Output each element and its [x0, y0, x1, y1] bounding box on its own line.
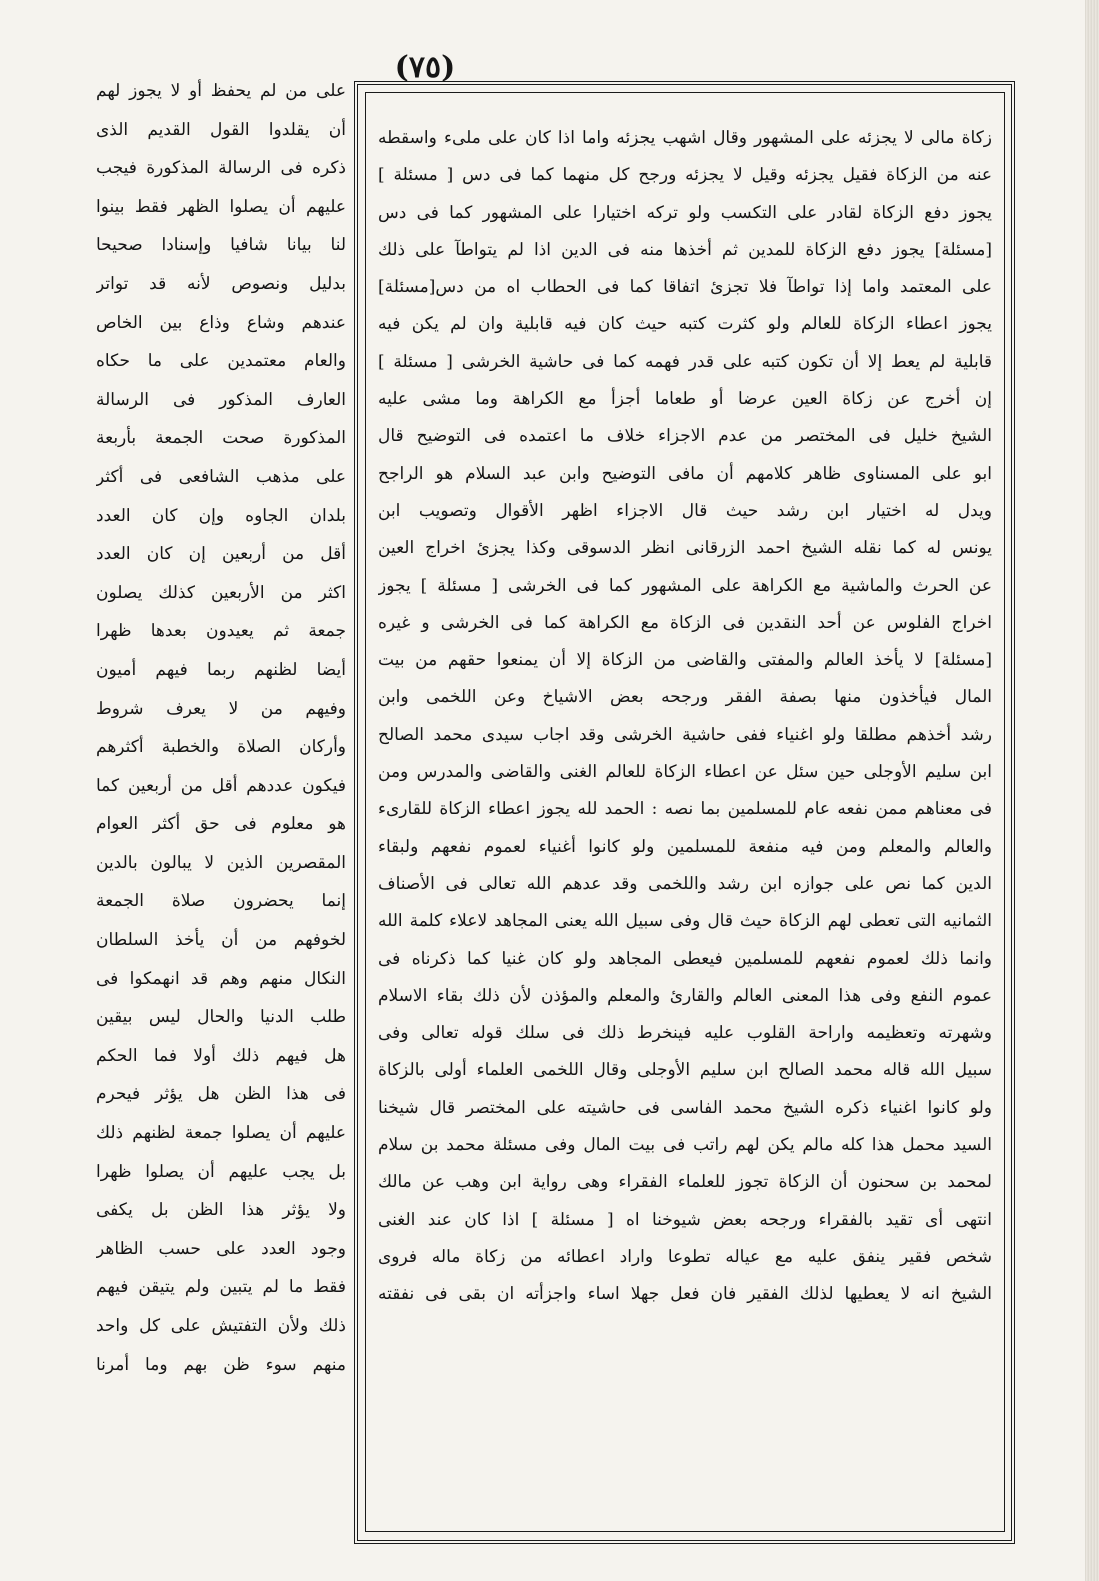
margin-text-line: النكال منهم وهم قد انهمكوا فى [96, 968, 346, 989]
main-text-line: السيد محمل هذا كله مالم يكن لهم راتب فى بيت المال وفى مسئلة محمد بن سلام [378, 1135, 992, 1156]
main-text-line: الشيخ انه لا يعطيها لذلك الفقير فان فعل جهلا اساء واجزأته ان بقى فى نفقته [378, 1284, 992, 1305]
main-text-line: عنه من الزكاة فقيل يجزئه وقيل لا يجزئه ورجح كل منهما كما فى دس [ مسئلة ] [378, 165, 992, 186]
margin-text-line: هو معلوم فى حق أكثر العوام [96, 814, 346, 835]
margin-text-line: وفيهم من لا يعرف شروط [96, 698, 346, 719]
main-text-line: زكاة مالى لا يجزئه على المشهور وقال اشهب يجزئه واما اذا كان على ملىء واسقطه [378, 128, 992, 148]
main-text-line: يجوز دفع الزكاة لقادر على التكسب ولو تركه اختيارا على المشهور كما فى دس [378, 202, 992, 223]
margin-text-line: عليهم أن يصلوا جمعة لظنهم ذلك [96, 1123, 346, 1144]
main-text-line: المال فيأخذون منها بصفة الفقر ورجحه بعض الاشياخ وعن اللخمى وابن [378, 687, 992, 708]
main-text-line: يجوز اعطاء الزكاة للعالم ولو كثرت كتبه حيث كان فيه قابلية وان لم يكن فيه [378, 314, 992, 335]
margin-text-line: على مذهب الشافعى فى أكثر [96, 466, 346, 487]
margin-text-line: فقط ما لم يتبين ولم يتيقن فيهم [96, 1277, 346, 1298]
main-text-line: لمحمد بن سحنون أن الزكاة تجوز للعلماء الفقراء وهى رواية ابن وهب عن مالك [378, 1172, 992, 1193]
main-text-block [378, 120, 992, 1314]
main-text-line: عن الحرث والماشية مع الكراهة على المشهور كما فى الخرشى [ مسئلة ] يجوز [378, 575, 992, 596]
main-text-line: شخص فقير ينفق عليه مع عياله تطوعا واراد اعطائه من زكاة ماله فروى [378, 1246, 992, 1267]
margin-text-line: عليهم أن يصلوا الظهر فقط بينوا [96, 196, 346, 217]
main-text-line: ويدل له اختيار ابن رشد حيث قال الاجزاء اظهر الأقوال وتصويب ابن [378, 500, 992, 521]
margin-text-line: إنما يحضرون صلاة الجمعة [96, 891, 346, 912]
margin-text-line: بدليل ونصوص لأنه قد تواتر [96, 273, 346, 294]
margin-text-line: المذكورة صحت الجمعة بأربعة [96, 428, 346, 449]
main-text-line: الثمانيه التى تعطى لهم الزكاة حيث قال وفى سبيل الله يعنى المجاهد لاعلاء كلمة الله [378, 911, 992, 932]
margin-text-line: على من لم يحفظ أو لا يجوز لهم [96, 81, 346, 101]
main-text-line: ولو كانوا اغنياء ذكره الشيخ محمد الفاسى فى حاشيته على المختصر قال شيخنا [378, 1097, 992, 1118]
page-edge [1085, 0, 1099, 1581]
margin-text-block [96, 72, 346, 1384]
margin-text-line: وجود العدد على حسب الظاهر [96, 1238, 346, 1259]
margin-text-line: اكثر من الأربعين كذلك يصلون [96, 582, 346, 603]
main-text-line: والعالم والمعلم ومن فيه منفعة للمسلمين ولو كانوا أغنياء لعموم نفعهم ولبقاء [378, 836, 992, 857]
margin-text-line: منهم سوء ظن بهم وما أمرنا [96, 1354, 346, 1375]
margin-text-line: ذلك ولأن التفتيش على كل واحد [96, 1316, 346, 1336]
margin-text-line: طلب الدنيا والحال ليس بيقين [96, 1007, 346, 1028]
main-text-line: إن أخرج عن زكاة العين عرضا أو طعاما أجزأ مع الكراهة وما مشى عليه [378, 389, 992, 410]
margin-text-line: فيكون عددهم أقل من أربعين كما [96, 775, 346, 796]
main-text-line: وانما ذلك لعموم نفعهم للمسلمين فيعطى المجاهد ولو كان غنيا كما ذكرناه فى [378, 948, 992, 969]
main-text-line: وشهرته وتعظيمه واراحة القلوب عليه فينخرط ذلك فى سلك قوله تعالى وفى [378, 1023, 992, 1044]
main-text-line: ابو على المسناوى ظاهر كلامهم أن مافى التوضيح وابن عبد السلام هو الراجح [378, 463, 992, 484]
main-text-line: [مسئلة] لا يأخذ العالم والمفتى والقاضى من الزكاة إلا أن يمنعوا حقهم من بيت [378, 650, 992, 671]
margin-text-line: فى هذا الظن هل يؤثر فيحرم [96, 1084, 346, 1105]
margin-text-line: لنا بيانا شافيا وإسنادا صحيحا [96, 235, 346, 256]
main-text-line: عموم النفع وفى هذا المعنى العالم والقارئ والمعلم والمؤذن لأن ذلك بقاء الاسلام [378, 985, 992, 1006]
main-text-line: الدين كما نص على جوازه ابن رشد واللخمى وقد عدهم الله تعالى فى الأصناف [378, 873, 992, 894]
margin-text-line: عندهم وشاع وذاع بين الخاص [96, 312, 346, 333]
main-text-line: رشد أخذهم مطلقا ولو اغنياء ففى حاشية الخرشى وقد اجاب سيدى محمد الصالح [378, 724, 992, 745]
margin-text-line: بلدان الجاوه وإن كان العدد [96, 505, 346, 526]
main-text-line: انتهى أى تقيد بالفقراء ورجحه بعض شيوخنا اه [ مسئلة ] اذا كان عند الغنى [378, 1209, 992, 1230]
margin-text-line: هل فيهم ذلك أولا فما الحكم [96, 1045, 346, 1066]
margin-text-line: وأركان الصلاة والخطبة أكثرهم [96, 737, 346, 758]
main-text-line: [مسئلة] يجوز دفع الزكاة للمدين ثم أخذها منه فى الدين اذا لم يتواطآ على ذلك [378, 239, 992, 260]
margin-text-line: جمعة ثم يعيدون بعدها ظهرا [96, 621, 346, 642]
main-text-line: سبيل الله قاله محمد الصالح ابن سليم الأوجلى وقال اللخمى العلماء أولى بالزكاة [378, 1060, 992, 1081]
margin-text-line: ولا يؤثر هذا الظن بل يكفى [96, 1200, 346, 1221]
margin-text-line: والعام معتمدين على ما حكاه [96, 351, 346, 372]
margin-text-line: بل يجب عليهم أن يصلوا ظهرا [96, 1161, 346, 1182]
margin-text-line: لخوفهم من أن يأخذ السلطان [96, 930, 346, 951]
margin-text-line: المقصرين الذين لا يبالون بالدين [96, 852, 346, 873]
main-text-line: على المعتمد واما إذا تواطآ فلا تجزئ اتفاقا كما فى الحطاب اه من دس[مسئلة] [378, 277, 992, 298]
main-text-line: قابلية لم يعط إلا أن تكون كتبه على قدر فهمه كما فى حاشية الخرشى [ مسئلة ] [378, 351, 992, 372]
main-text-line: ابن سليم الأوجلى حين سئل عن اعطاء الزكاة للعالم الغنى والقاضى والمدرس ومن [378, 762, 992, 783]
margin-text-line: أيضا لظنهم ربما فيهم أميون [96, 659, 346, 680]
page-number: (٧٥) [394, 50, 456, 85]
main-text-line: يونس له كما نقله الشيخ احمد الزرقانى انظر الدسوقى وكذا يجزئ اخراج العين [378, 538, 992, 559]
margin-text-line: أقل من أربعين إن كان العدد [96, 544, 346, 565]
margin-text-line: ذكره فى الرسالة المذكورة فيجب [96, 158, 346, 179]
main-text-line: فى معناهم ممن نفعه عام للمسلمين بما نصه : الحمد لله يجوز اعطاء الزكاة للقارىء [378, 799, 992, 820]
margin-text-line: العارف المذكور فى الرسالة [96, 389, 346, 410]
margin-text-line: أن يقلدوا القول القديم الذى [96, 119, 346, 140]
main-text-line: الشيخ خليل فى المختصر من عدم الاجزاء خلاف ما اعتمده فى التوضيح قال [378, 426, 992, 447]
main-text-line: اخراج الفلوس عن أحد النقدين فى الزكاة مع الكراهة كما فى الخرشى و غيره [378, 612, 992, 633]
